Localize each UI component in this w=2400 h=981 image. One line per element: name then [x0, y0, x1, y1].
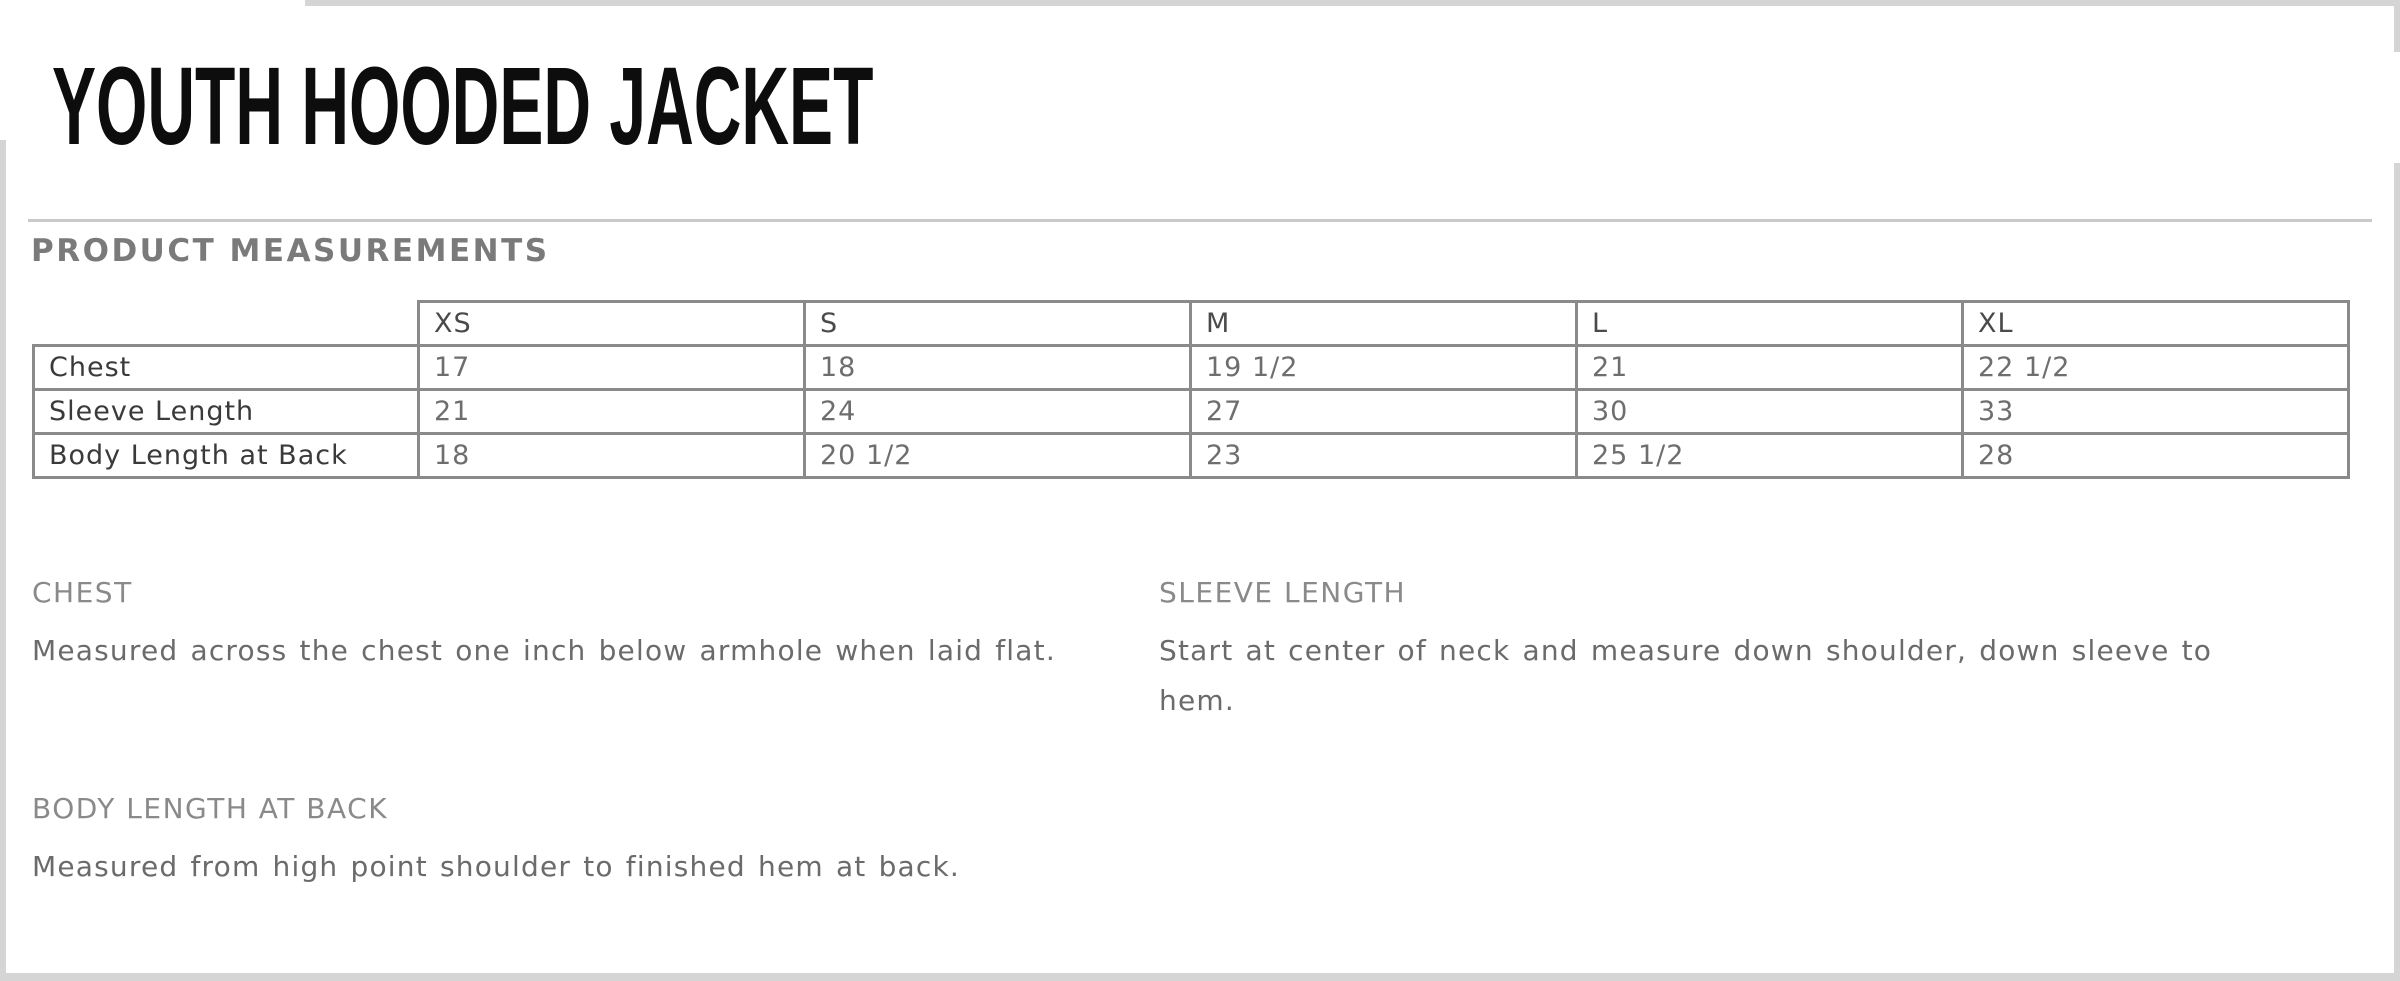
measurement-value: 21: [419, 390, 805, 434]
row-label: Chest: [34, 346, 419, 390]
table-header-row: [34, 302, 2349, 346]
frame-border-right: [2394, 163, 2400, 975]
description-chest: [32, 576, 1112, 676]
table-row: [34, 346, 2349, 390]
measurement-value: 30: [1577, 390, 1963, 434]
measurement-value: 27: [1191, 390, 1577, 434]
table-corner-cell: [34, 302, 419, 346]
measurement-value: 21: [1577, 346, 1963, 390]
table-body: [34, 346, 2349, 478]
measurement-value: 23: [1191, 434, 1577, 478]
page-title: YOUTH HOODED JACKET: [52, 45, 874, 168]
description-body-length-at-back: [32, 792, 1532, 892]
description-text: Measured across the chest one inch below armhole when laid flat.: [32, 634, 1056, 667]
column-header-xs: XS: [419, 302, 805, 346]
section-heading: PRODUCT MEASUREMENTS: [31, 233, 550, 269]
table-row: [34, 434, 2349, 478]
row-label: Body Length at Back: [34, 434, 419, 478]
measurement-value: 17: [419, 346, 805, 390]
frame-border-right-upper: [2394, 0, 2400, 52]
column-header-xl: XL: [1963, 302, 2349, 346]
measurement-value: 22 1/2: [1963, 346, 2349, 390]
measurement-value: 33: [1963, 390, 2349, 434]
description-heading: CHEST: [32, 576, 133, 609]
description-text: Start at center of neck and measure down shoulder, down sleeve to hem.: [1159, 634, 2213, 717]
measurement-value: 25 1/2: [1577, 434, 1963, 478]
measurement-value: 18: [805, 346, 1191, 390]
measurement-value: 18: [419, 434, 805, 478]
column-header-m: M: [1191, 302, 1577, 346]
frame-border-left: [0, 140, 6, 975]
measurement-value: 24: [805, 390, 1191, 434]
measurement-value: 19 1/2: [1191, 346, 1577, 390]
description-sleeve-length: [1159, 576, 2234, 726]
row-label: Sleeve Length: [34, 390, 419, 434]
frame-border-top: [305, 0, 2400, 6]
measurement-value: 28: [1963, 434, 2349, 478]
frame-border-bottom: [0, 973, 2400, 981]
table-row: [34, 390, 2349, 434]
measurement-value: 20 1/2: [805, 434, 1191, 478]
column-header-s: S: [805, 302, 1191, 346]
description-text: Measured from high point shoulder to finished hem at back.: [32, 850, 961, 883]
column-header-l: L: [1577, 302, 1963, 346]
description-heading: BODY LENGTH AT BACK: [32, 792, 389, 825]
description-heading: SLEEVE LENGTH: [1159, 576, 1407, 609]
divider-line: [28, 219, 2372, 222]
measurements-table: [32, 300, 2350, 479]
